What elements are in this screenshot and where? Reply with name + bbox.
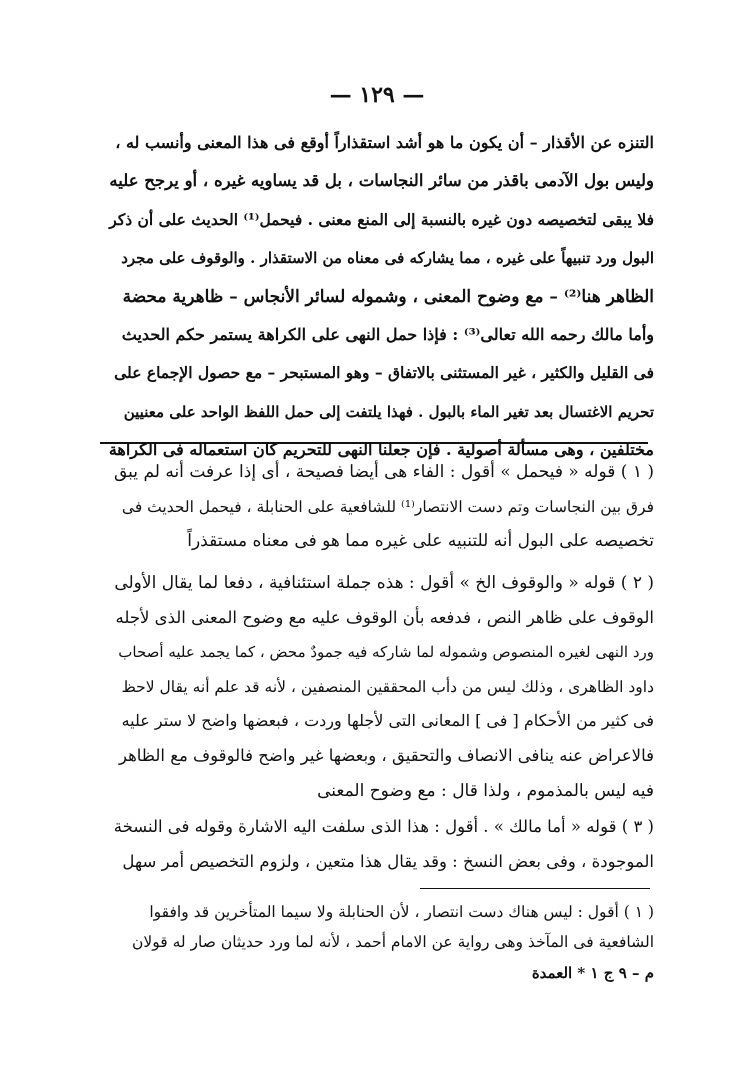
main-text-line: فلا يبقى لتخصيصه دون غيره بالنسبة إلى المنع معنى . فيحمل⁽¹⁾ الحديث على أن ذكر bbox=[109, 209, 654, 229]
section-divider bbox=[100, 442, 648, 444]
main-text-line: التنزه عن الأقذار – أن يكون ما هو أشد استقذاراً أوقع فى هذا المعنى وأنسب له ، bbox=[115, 133, 654, 152]
main-text-line: الظاهر هنا⁽²⁾ – مع وضوح المعنى ، وشموله لسائر الأنجاس – ظاهرية محضة bbox=[122, 286, 654, 307]
note-line: ( ١ ) قوله « فيحمل » أقول : الفاء هى أيضا فصيحة ، أى إذا عرفت أنه لم يبق bbox=[114, 462, 654, 482]
main-text-line: وأما مالك رحمه الله تعالى⁽³⁾ : فإذا حمل النهى على الكراهة يستمر حكم الحديث bbox=[121, 324, 654, 344]
note-line: ( ٣ ) قوله « أما مالك » . أقول : هذا الذى سلفت اليه الاشارة وقوله فى النسخة bbox=[113, 817, 654, 836]
main-text-line: تحريم الاغتسال بعد تغير الماء بالبول . فهذا يلتفت إلى حمل اللفظ الواحد على معنيين bbox=[123, 402, 654, 421]
commentary-note-2 bbox=[108, 566, 654, 808]
main-text-line: فى القليل والكثير ، غير المستثنى بالاتفاق – وهو المستبحر – مع حصول الإجماع على bbox=[114, 363, 654, 383]
note-line: الموجودة ، وفى بعض النسخ : وقد يقال هذا متعين ، ولزوم التخصيص أمر سهل bbox=[122, 851, 654, 871]
main-text-line: وليس بول الآدمى باقذر من سائر النجاسات ، بل قد يساويه غيره ، أو يرجح عليه bbox=[109, 171, 654, 191]
note-line: فرق بين النجاسات وتم دست الانتصار⁽¹⁾ للشافعية على الحنابلة ، فيحمل الحديث فى bbox=[121, 497, 654, 516]
footnote-line: ( ١ ) أقول : ليس هناك دست انتصار ، لأن الحنابلة ولا سيما المتأخرين قد وافقوا bbox=[149, 903, 654, 921]
note-line: فى كثير من الأحكام [ فى ] المعانى التى لأجلها وردت ، فبعضها واضح لا ستر عليه bbox=[121, 711, 654, 731]
note-line: داود الظاهرى ، وذلك ليس من دأب المحققين المنصفين ، لأنه قد علم أنه يقال لاحظ bbox=[121, 677, 654, 696]
footnote-divider bbox=[420, 888, 650, 889]
commentary-note-3 bbox=[108, 810, 654, 879]
main-text bbox=[108, 124, 654, 470]
footnote bbox=[108, 897, 654, 957]
note-line: فيه ليس بالمذموم ، ولذا قال : مع وضوح المعنى bbox=[317, 780, 654, 801]
main-text-line: مختلفين ، وهى مسألة أصولية . فإن جعلنا النهى للتحريم كان استعماله فى الكراهة bbox=[108, 440, 654, 460]
commentary-note-1 bbox=[108, 455, 654, 559]
note-line: ورد النهى لغيره المنصوص وشموله لما شاركه فيه جمودٌ محض ، كما يجمد عليه أصحاب bbox=[118, 643, 654, 662]
note-line: ( ٢ ) قوله « والوقوف الخ » أقول : هذه جملة استئنافية ، دفعا لما يقال الأولى bbox=[114, 573, 654, 593]
footnote-line: الشافعية فى المآخذ وهى رواية عن الامام أحمد ، لأنه لما ورد حديثان صار له قولان bbox=[132, 933, 654, 951]
page-number: — ١٢٩ — bbox=[329, 82, 425, 108]
printer-signature: م – ٩ ج ١ * العمدة bbox=[531, 964, 654, 982]
note-line: الوقوف على ظاهر النص ، فدفعه بأن الوقوف عليه مع وضوح المعنى الذى لأجله bbox=[115, 607, 654, 627]
main-text-line: البول ورد تنبيهاً على غيره ، مما يشاركه فى معناه من الاستقذار . والوقوف على مجرد bbox=[121, 249, 654, 268]
note-line: تخصيصه على البول أنه للتنبيه على غيره مما هو فى معناه مستقذراً bbox=[187, 531, 654, 552]
note-line: فالاعراض عنه ينافى الانصاف والتحقيق ، وبعضها غير واضح فالوقوف مع الظاهر bbox=[118, 745, 654, 765]
